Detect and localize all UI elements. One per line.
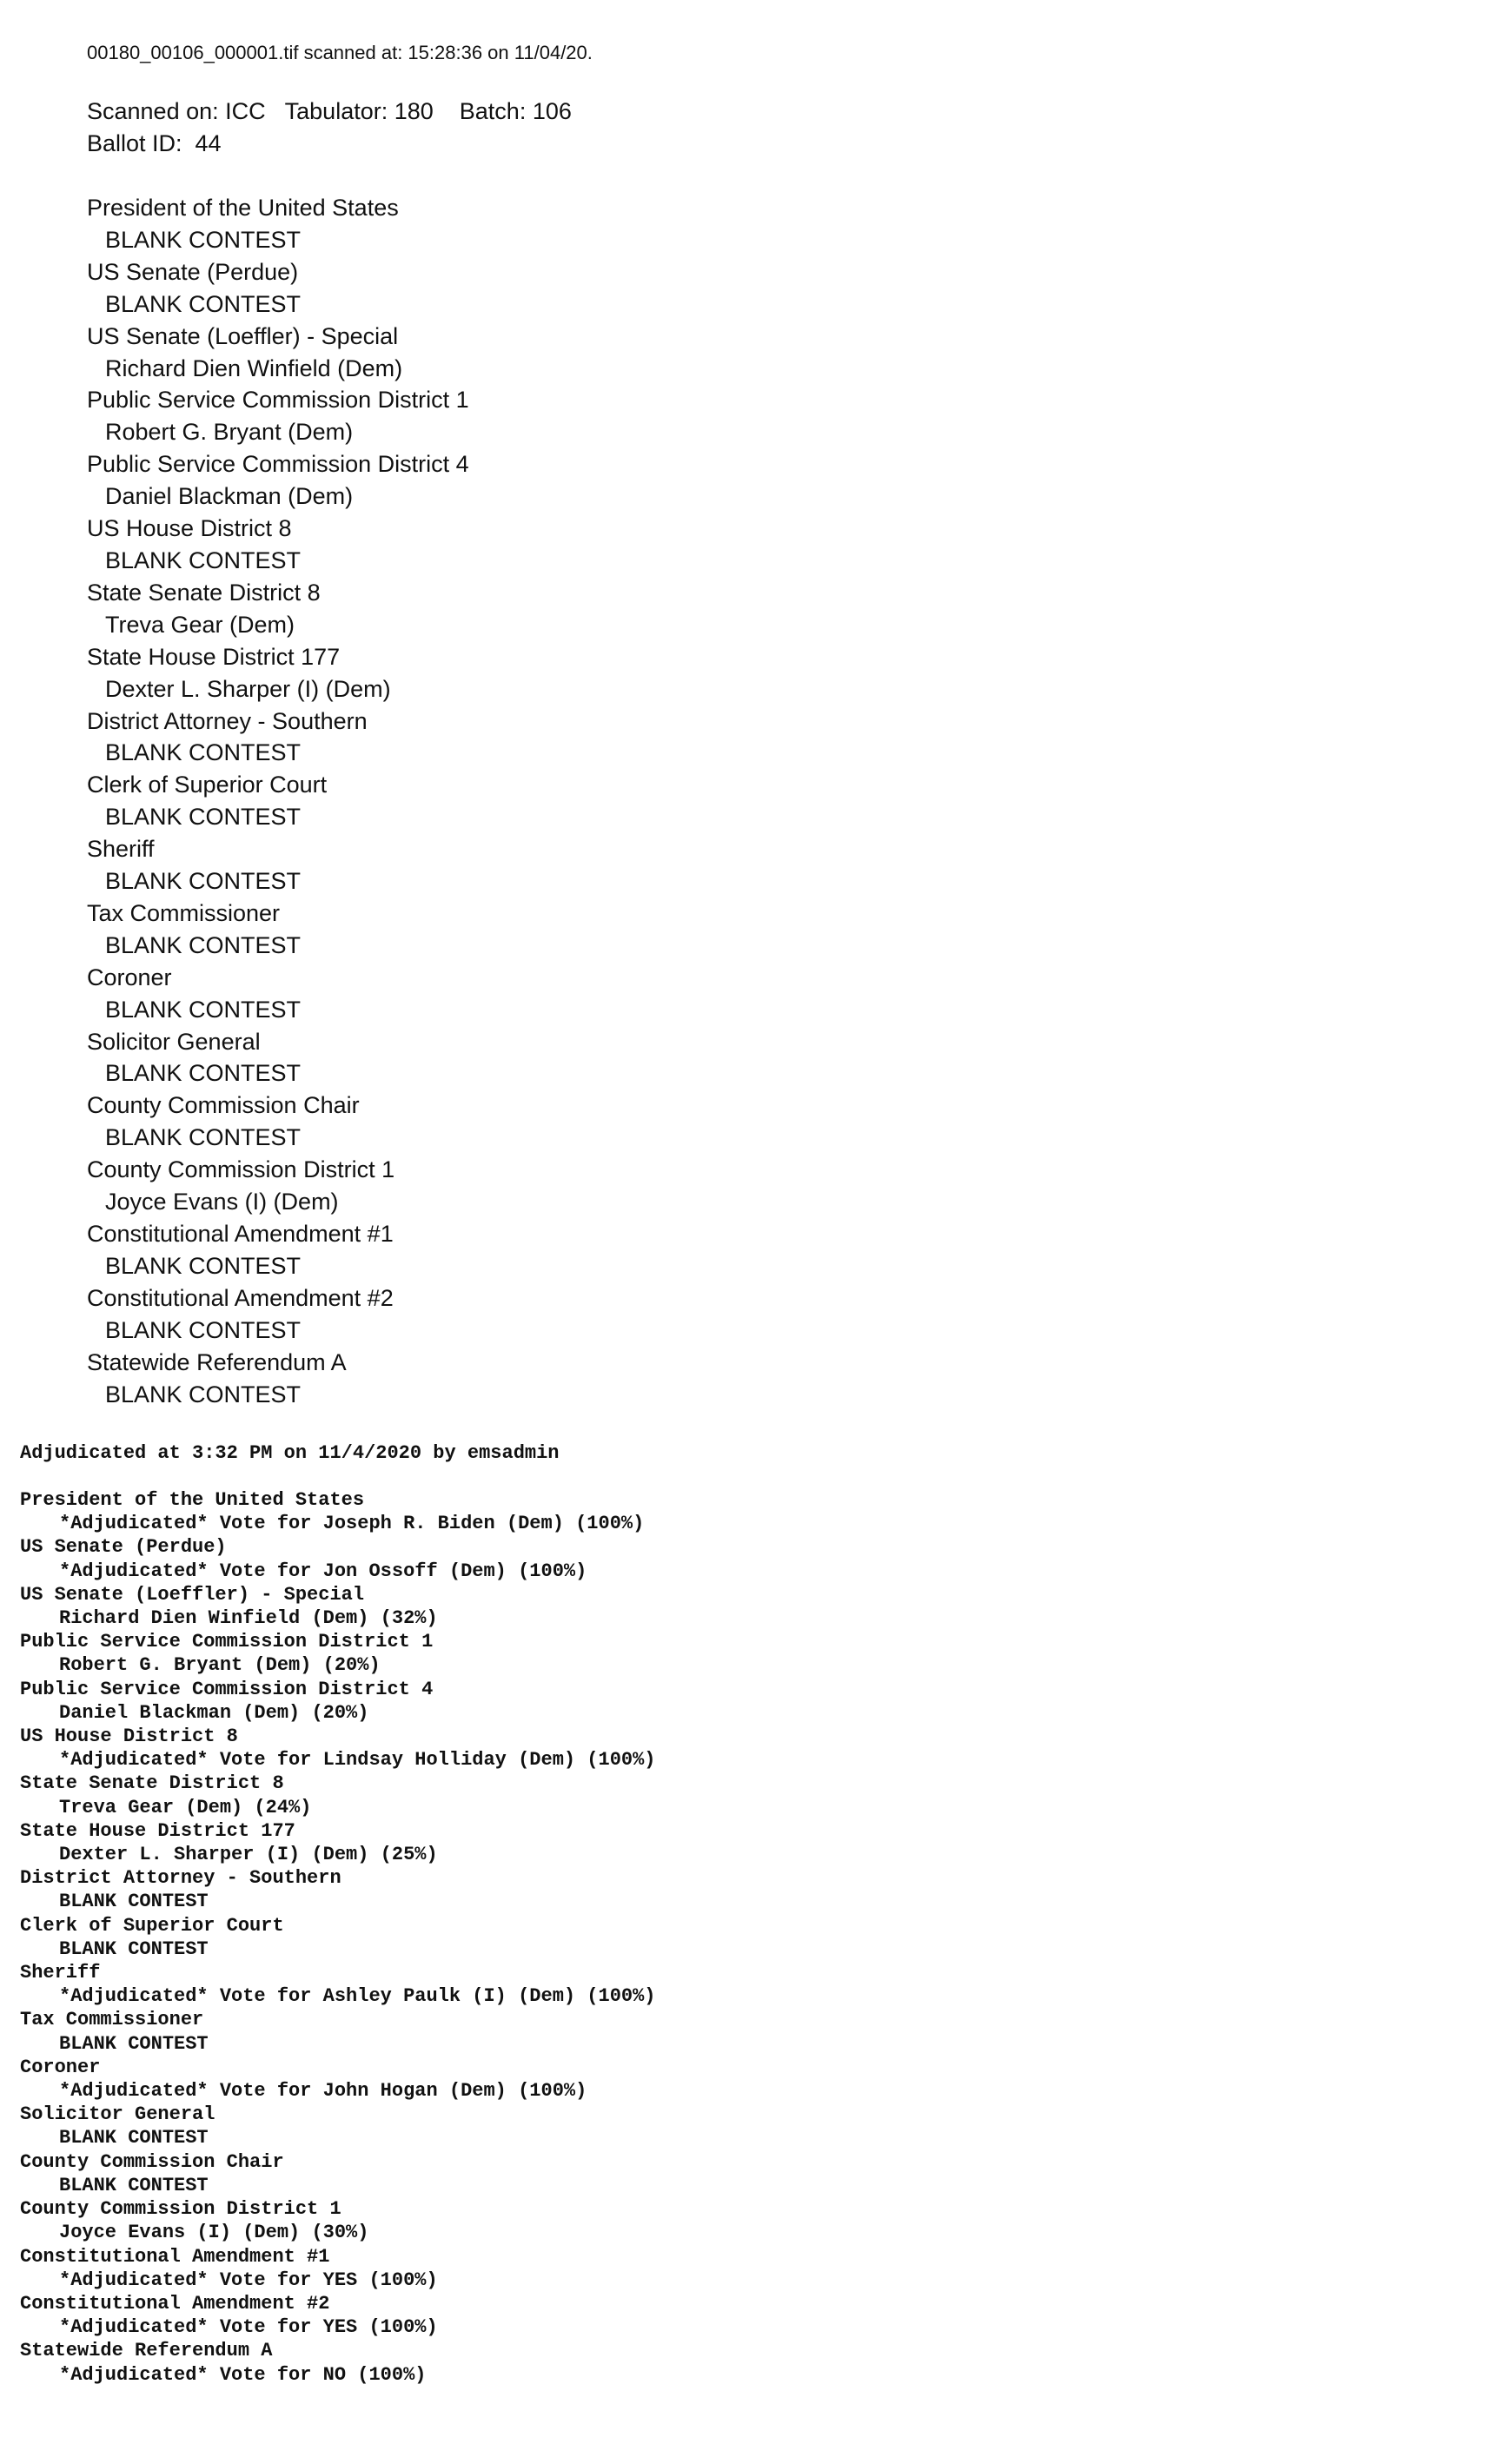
adjudication-contest-list — [20, 1488, 656, 2387]
scan-contest-choice: BLANK CONTEST — [105, 996, 302, 1023]
adjudication-contest-choice: BLANK CONTEST — [59, 1891, 209, 1913]
scan-contest-list — [87, 192, 469, 1410]
adjudication-contest-title: District Attorney - Southern — [20, 1867, 341, 1890]
scan-contest-title: County Commission District 1 — [87, 1156, 395, 1183]
adjudication-contest-title: Constitutional Amendment #2 — [20, 2292, 330, 2315]
ballot-id-line: Ballot ID: 44 — [87, 130, 222, 156]
adjudication-contest-title: Tax Commissioner — [20, 2009, 204, 2031]
adjudication-contest-choice: BLANK CONTEST — [59, 2127, 209, 2149]
scan-meta — [87, 96, 572, 160]
adjudication-contest-title: Constitutional Amendment #1 — [20, 2245, 330, 2268]
scan-contest-title: Sheriff — [87, 836, 155, 863]
scan-contest-title: Clerk of Superior Court — [87, 772, 328, 798]
scan-contest-choice: Joyce Evans (I) (Dem) — [105, 1189, 339, 1215]
adjudication-contest-title: Solicitor General — [20, 2103, 215, 2126]
scan-contest-title: Public Service Commission District 1 — [87, 387, 469, 414]
adjudication-contest-title: Sheriff — [20, 1962, 101, 1984]
adjudication-contest-title: Statewide Referendum A — [20, 2340, 273, 2362]
scan-contest-choice: BLANK CONTEST — [105, 226, 302, 253]
adjudication-contest-title: State Senate District 8 — [20, 1772, 284, 1795]
adjudication-contest-title: Clerk of Superior Court — [20, 1914, 284, 1937]
adjudication-contest-title: State House District 177 — [20, 1819, 295, 1842]
adjudication-contest-choice: BLANK CONTEST — [59, 2174, 209, 2196]
scan-contest-title: Statewide Referendum A — [87, 1348, 347, 1375]
scan-contest-choice: BLANK CONTEST — [105, 546, 302, 573]
adjudication-contest-choice: Richard Dien Winfield (Dem) (32%) — [59, 1607, 438, 1630]
scan-contest-title: US House District 8 — [87, 515, 292, 542]
scan-contest-title: District Attorney - Southern — [87, 707, 368, 734]
scan-contest-choice: BLANK CONTEST — [105, 1060, 302, 1087]
scan-contest-choice: Treva Gear (Dem) — [105, 611, 295, 638]
scan-contest-title: Tax Commissioner — [87, 899, 281, 926]
adjudication-contest-choice: *Adjudicated* Vote for YES (100%) — [59, 2269, 438, 2291]
scan-contest-title: Public Service Commission District 4 — [87, 451, 469, 478]
adjudication-contest-choice: Dexter L. Sharper (I) (Dem) (25%) — [59, 1844, 438, 1866]
adjudication-contest-title: Public Service Commission District 4 — [20, 1678, 434, 1700]
scan-contest-choice: BLANK CONTEST — [105, 1381, 302, 1408]
adjudication-contest-title: Coroner — [20, 2056, 101, 2078]
adjudication-contest-choice: *Adjudicated* Vote for YES (100%) — [59, 2316, 438, 2339]
adjudication-contest-choice: *Adjudicated* Vote for Joseph R. Biden (Dem) (100%) — [59, 1513, 645, 1535]
scan-contest-title: Constitutional Amendment #2 — [87, 1284, 394, 1311]
adjudication-contest-choice: Daniel Blackman (Dem) (20%) — [59, 1701, 369, 1724]
scan-contest-title: County Commission Chair — [87, 1092, 360, 1119]
adjudication-contest-title: County Commission Chair — [20, 2150, 284, 2173]
scanned-on-line: Scanned on: ICC Tabulator: 180 Batch: 106 — [87, 98, 572, 124]
scan-contest-choice: BLANK CONTEST — [105, 931, 302, 958]
scan-contest-choice: BLANK CONTEST — [105, 1124, 302, 1151]
adjudication-contest-title: US Senate (Perdue) — [20, 1536, 227, 1559]
adjudication-contest-choice: Joyce Evans (I) (Dem) (30%) — [59, 2222, 369, 2244]
scan-contest-choice: BLANK CONTEST — [105, 804, 302, 831]
scan-contest-choice: BLANK CONTEST — [105, 1316, 302, 1343]
adjudication-contest-choice: *Adjudicated* Vote for Jon Ossoff (Dem) (100%) — [59, 1560, 587, 1582]
scan-contest-title: US Senate (Loeffler) - Special — [87, 322, 399, 349]
scan-contest-choice: Daniel Blackman (Dem) — [105, 483, 354, 510]
scan-contest-title: US Senate (Perdue) — [87, 258, 299, 285]
scan-contest-title: State House District 177 — [87, 643, 341, 670]
scan-contest-title: Constitutional Amendment #1 — [87, 1221, 394, 1247]
scan-contest-choice: BLANK CONTEST — [105, 290, 302, 317]
adjudication-header: Adjudicated at 3:32 PM on 11/4/2020 by emsadmin — [20, 1442, 560, 1464]
scan-contest-choice: BLANK CONTEST — [105, 739, 302, 766]
adjudication-contest-choice: BLANK CONTEST — [59, 2032, 209, 2055]
scan-contest-title: Coroner — [87, 964, 172, 990]
adjudication-contest-choice: *Adjudicated* Vote for Lindsay Holliday (Dem) (100%) — [59, 1749, 656, 1772]
scan-contest-choice: Robert G. Bryant (Dem) — [105, 419, 354, 446]
scan-contest-choice: Dexter L. Sharper (I) (Dem) — [105, 675, 391, 702]
adjudication-contest-choice: Robert G. Bryant (Dem) (20%) — [59, 1654, 381, 1677]
scan-contest-title: State Senate District 8 — [87, 579, 321, 606]
adjudication-contest-choice: *Adjudicated* Vote for Ashley Paulk (I) (Dem) (100%) — [59, 1985, 656, 2008]
scan-contest-choice: BLANK CONTEST — [105, 1252, 302, 1279]
adjudication-contest-title: Public Service Commission District 1 — [20, 1631, 434, 1653]
adjudication-contest-choice: *Adjudicated* Vote for John Hogan (Dem) (100%) — [59, 2080, 587, 2103]
scan-contest-title: Solicitor General — [87, 1028, 261, 1055]
scan-contest-choice: Richard Dien Winfield (Dem) — [105, 354, 403, 381]
adjudication-contest-choice: *Adjudicated* Vote for NO (100%) — [59, 2363, 427, 2386]
adjudication-contest-choice: Treva Gear (Dem) (24%) — [59, 1796, 312, 1818]
adjudication-contest-choice: BLANK CONTEST — [59, 1937, 209, 1960]
adjudication-contest-title: President of the United States — [20, 1489, 365, 1511]
scan-contest-title: President of the United States — [87, 195, 399, 221]
adjudication-contest-title: US Senate (Loeffler) - Special — [20, 1583, 365, 1606]
adjudication-contest-title: US House District 8 — [20, 1725, 238, 1748]
adjudication-contest-title: County Commission District 1 — [20, 2198, 341, 2221]
scan-contest-choice: BLANK CONTEST — [105, 868, 302, 895]
scan-header: 00180_00106_000001.tif scanned at: 15:28:36 on 11/04/20. — [87, 42, 593, 63]
